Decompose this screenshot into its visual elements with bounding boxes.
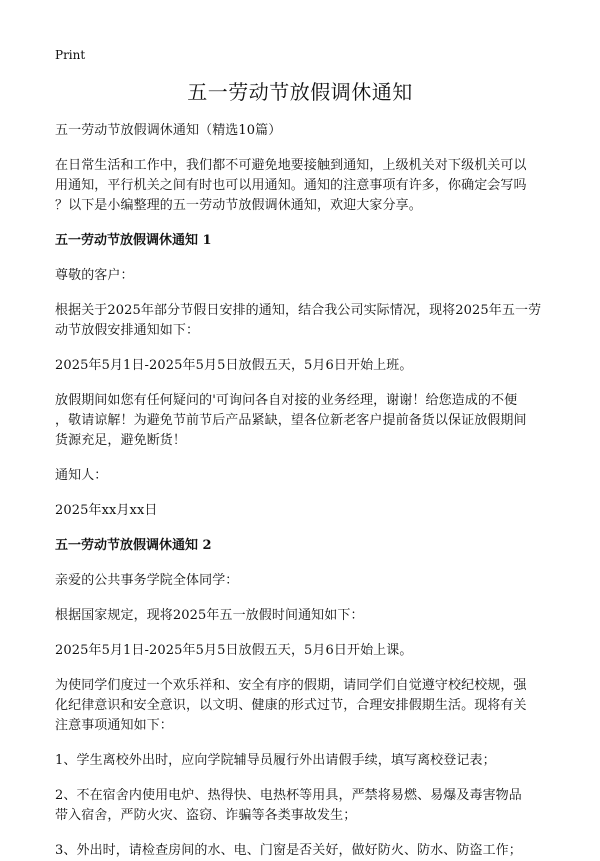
print-link[interactable]: Print — [55, 48, 86, 62]
page-title: 五一劳动节放假调休通知 — [187, 80, 413, 104]
document-body — [55, 121, 555, 861]
section-1-paragraph-1 — [55, 301, 555, 341]
section-2-paragraph-2 — [55, 676, 555, 736]
section-2-item-3: 3、外出时，请检查房间的水、电、门窗是否关好，做好防火、防水、防盗工作； — [55, 843, 522, 858]
section-1-paragraph-2 — [55, 391, 555, 451]
intro-paragraph — [55, 156, 555, 216]
paragraph-line: 放假期间如您有任何疑问的'可询问各自对接的业务经理，谢谢！给您造成的不便 — [55, 393, 518, 408]
section-2-paragraph-1: 根据国家规定，现将2025年五一放假时间通知如下： — [55, 608, 364, 623]
section-1-dates: 2025年5月1日-2025年5月5日放假五天，5月6日开始上班。 — [55, 358, 413, 373]
paragraph-line: ，敬请谅解！为避免节前节后产品紧缺，望各位新老客户提前备货以保证放假期间 — [55, 413, 527, 428]
paragraph-line: 为使同学们度过一个欢乐祥和、安全有序的假期，请同学们自觉遵守校纪校规，强 — [55, 678, 527, 693]
section-2-item-1: 1、学生离校外出时，应向学院辅导员履行外出请假手续，填写离校登记表； — [55, 753, 496, 768]
intro-line: ？以下是小编整理的五一劳动节放假调休通知，欢迎大家分享。 — [55, 198, 422, 213]
section-1-greeting: 尊敬的客户： — [55, 268, 134, 283]
paragraph-line: 带入宿舍，严防火灾、盗窃、诈骗等各类事故发生； — [55, 808, 357, 823]
paragraph-line: 2、不在宿舍内使用电炉、热得快、电热杯等用具，严禁将易燃、易爆及毒害物品 — [55, 788, 522, 803]
paragraph-line: 注意事项通知如下： — [55, 718, 173, 733]
document-subtitle: 五一劳动节放假调休通知（精选10篇） — [55, 123, 282, 138]
intro-line: 在日常生活和工作中，我们都不可避免地要接触到通知，上级机关对下级机关可以 — [55, 158, 527, 173]
intro-line: 用通知，平行机关之间有时也可以用通知。通知的注意事项有许多，你确定会写吗 — [55, 178, 527, 193]
paragraph-line: 动节放假安排通知如下： — [55, 323, 200, 338]
section-2-greeting: 亲爱的公共事务学院全体同学： — [55, 573, 239, 588]
section-2-heading: 五一劳动节放假调休通知 2 — [55, 538, 212, 553]
section-2-item-2 — [55, 786, 555, 826]
section-1-sign-date: 2025年xx月xx日 — [55, 503, 158, 518]
section-1-notifier: 通知人： — [55, 468, 108, 483]
paragraph-line: 货源充足，避免断货！ — [55, 433, 187, 448]
paragraph-line: 根据关于2025年部分节假日安排的通知，结合我公司实际情况，现将2025年五一劳 — [55, 303, 542, 318]
section-2-dates: 2025年5月1日-2025年5月5日放假五天，5月6日开始上课。 — [55, 643, 413, 658]
paragraph-line: 化纪律意识和安全意识，以文明、健康的形式过节，合理安排假期生活。现将有关 — [55, 698, 527, 713]
section-1-heading: 五一劳动节放假调休通知 1 — [55, 233, 212, 248]
